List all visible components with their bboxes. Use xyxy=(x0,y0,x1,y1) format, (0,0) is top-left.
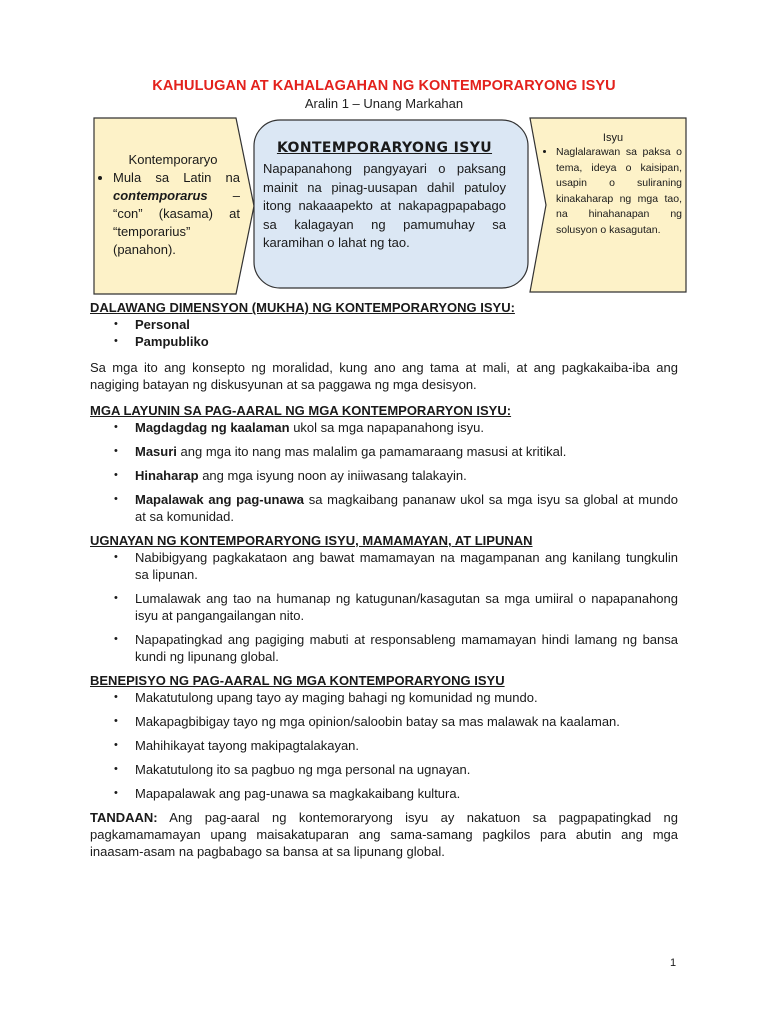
isyu-bullet: • Naglalarawan sa paksa o tema, ideya o kaisipan, usapin o suliraning kinakaharap ng mga tao, na hinahanapan ng solusyon o kasagutan. xyxy=(556,145,682,238)
tandaan-paragraph xyxy=(90,809,678,860)
list-item: • Lumalawak ang tao na humanap ng katugunan/kasagutan sa mga umiiral o napapanahong isyu at pangangailangan nito. xyxy=(90,590,678,624)
kontemporaryong-isyu-title: KONTEMPORARYONG ISYU xyxy=(276,140,493,156)
list-item xyxy=(90,443,678,460)
layunin-rest: ang mga isyung noon ay iniiwasang talakayin. xyxy=(198,468,467,483)
tandaan-text: Ang pag-aaral ng kontemoraryong isyu ay nakatuon sa pagpapatingkad ng pagkamamamayan upang maisakatuparan ang sama-samang pagkilos para abutin ang mga inaasam-asam na pagbabago sa bansa at sa lipunang global. xyxy=(90,810,678,859)
section-heading-layunin: MGA LAYUNIN SA PAG-AARAL NG MGA KONTEMPORARYON ISYU: xyxy=(90,403,512,418)
ugnayan-list xyxy=(90,549,678,665)
list-item xyxy=(90,333,678,350)
section-heading-ugnayan: UGNAYAN NG KONTEMPORARYONG ISYU, MAMAMAYAN, AT LIPUNAN xyxy=(90,533,533,548)
kontemporaryo-latin: contemporarus xyxy=(113,188,208,203)
list-item: • Nabibigyang pagkakataon ang bawat mamamayan na magampanan ang kanilang tungkulin sa lipunan. xyxy=(90,549,678,583)
list-item: • Mahihikayat tayong makipagtalakayan. xyxy=(90,737,678,754)
layunin-bold: Magdagdag ng kaalaman xyxy=(135,420,290,435)
dimensyon-list xyxy=(90,316,678,350)
list-item: • Makapagbibigay tayo ng mga opinion/saloobin batay sa mas malawak na kaalaman. xyxy=(90,713,678,730)
layunin-rest: ukol sa mga napapanahong isyu. xyxy=(289,420,485,435)
kontemporaryo-title: Kontemporaryo xyxy=(128,152,218,167)
isyu-title: Isyu xyxy=(602,132,624,144)
isyu-definition xyxy=(544,132,682,238)
page-number: 1 xyxy=(670,957,677,969)
list-item xyxy=(90,491,678,525)
list-item xyxy=(90,467,678,484)
benepisyo-list xyxy=(90,689,678,802)
tandaan-label: TANDAAN: xyxy=(90,810,158,825)
concept-diagram xyxy=(0,0,768,300)
list-item: • Makatutulong ito sa pagbuo ng mga personal na ugnayan. xyxy=(90,761,678,778)
dimensyon-personal: Personal xyxy=(135,317,190,332)
kontemporaryo-definition xyxy=(98,152,240,259)
page-subtitle: Aralin 1 – Unang Markahan xyxy=(304,96,464,111)
layunin-list xyxy=(90,419,678,525)
list-item: • Mapapalawak ang pag-unawa sa magkakaibang kultura. xyxy=(90,785,678,802)
dimensyon-pampubliko: Pampubliko xyxy=(135,334,209,349)
layunin-rest: sa magkaibang pananaw ukol sa mga isyu sa global at mundo at sa komunidad. xyxy=(135,492,679,524)
section-heading-dimensyon: DALAWANG DIMENSYON (MUKHA) NG KONTEMPORARYONG ISYU: xyxy=(90,300,515,315)
kontemporaryo-pre: Mula sa Latin na xyxy=(113,170,240,185)
list-item xyxy=(90,419,678,436)
section-heading-benepisyo: BENEPISYO NG PAG-AARAL NG MGA KONTEMPORARYONG ISYU xyxy=(90,673,505,688)
kontemporaryo-bullet xyxy=(113,169,240,259)
kontemporaryo-post: – “con” (kasama) at “temporarius” (panahon). xyxy=(113,188,240,257)
page-title: KAHULUGAN AT KAHALAGAHAN NG KONTEMPORARYONG ISYU xyxy=(152,78,616,94)
layunin-bold: Masuri xyxy=(135,444,177,459)
layunin-rest: ang mga ito nang mas malalim ga pamamaraang masusi at kritikal. xyxy=(176,444,567,459)
list-item: • Napapatingkad ang pagiging mabuti at responsableng mamamayan hindi lamang ng bansa kundi ng lipunang global. xyxy=(90,631,678,665)
kontemporaryong-isyu-definition xyxy=(263,140,506,253)
layunin-bold: Mapalawak ang pag-unawa xyxy=(135,492,305,507)
layunin-bold: Hinaharap xyxy=(135,468,199,483)
kontemporaryong-isyu-text: Napapanahong pangyayari o paksang mainit na pinag-uusapan dahil patuloy itong nakaaapekto at nakapagpapabago sa kalagayan ng pamumuhay sa karamihan o lahat ng tao. xyxy=(263,161,506,251)
dimensyon-paragraph: Sa mga ito ang konsepto ng moralidad, kung ano ang tama at mali, at ang pagkakaiba-iba ang nagiging batayan ng diskusyunan at sa paggawa ng mga desisyon. xyxy=(90,360,678,392)
list-item: • Makatutulong upang tayo ay maging bahagi ng komunidad ng mundo. xyxy=(90,689,678,706)
lesson-body xyxy=(90,299,678,860)
list-item xyxy=(90,316,678,333)
